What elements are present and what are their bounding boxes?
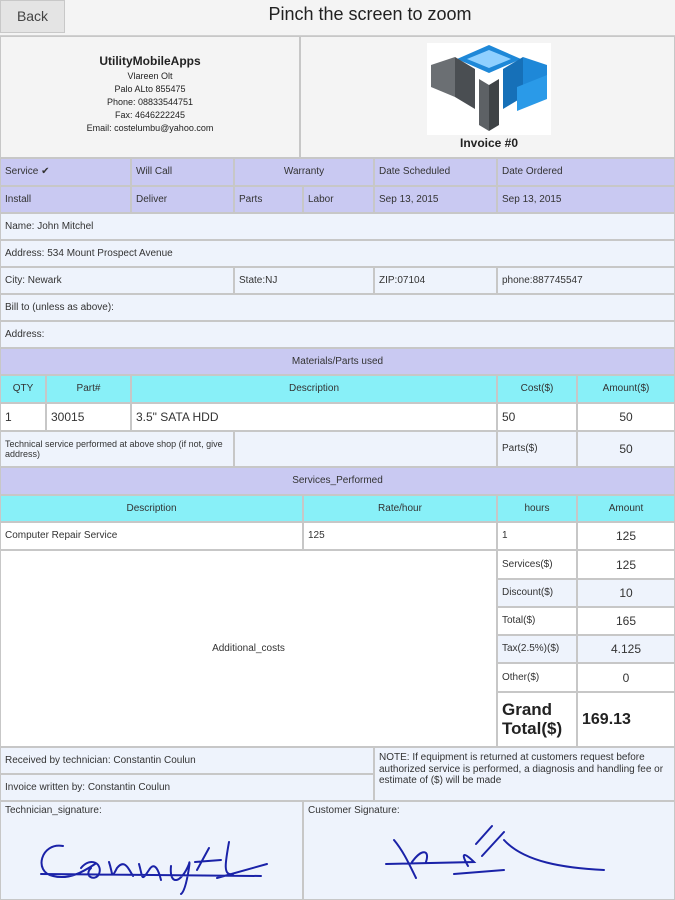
received-by-field[interactable]: Received by technician: Constantin Coulun	[0, 747, 374, 774]
tax-label: Tax(2.5%)($)	[497, 635, 577, 663]
service-checkbox[interactable]: Service ✔	[0, 158, 131, 186]
parts-total-label: Parts($)	[497, 431, 577, 467]
discount-value[interactable]: 10	[577, 579, 675, 607]
total-label: Total($)	[497, 607, 577, 635]
technician-signature-label: Technician_signature:	[5, 805, 102, 816]
date-ordered-value[interactable]: Sep 13, 2015	[497, 186, 675, 213]
service-description[interactable]: Computer Repair Service	[0, 522, 303, 550]
other-value[interactable]: 0	[577, 663, 675, 692]
company-city: Palo ALto 855475	[114, 84, 186, 94]
deliver-checkbox[interactable]: Deliver	[131, 186, 234, 213]
install-checkbox[interactable]: Install	[0, 186, 131, 213]
parts-checkbox[interactable]: Parts	[234, 186, 303, 213]
service-amount: 125	[577, 522, 675, 550]
customer-city-field[interactable]: City: Newark	[0, 267, 234, 294]
bill-address-field[interactable]: Address:	[0, 321, 675, 348]
tech-service-address-field[interactable]	[234, 431, 497, 467]
customer-signature-label: Customer Signature:	[308, 805, 400, 816]
tech-service-note: Technical service performed at above shop (if not, give address)	[0, 431, 234, 467]
customer-phone-field[interactable]: phone:887745547	[497, 267, 675, 294]
tax-value[interactable]: 4.125	[577, 635, 675, 663]
material-amount: 50	[577, 403, 675, 431]
grand-total-value: 169.13	[577, 692, 675, 747]
will-call-checkbox[interactable]: Will Call	[131, 158, 234, 186]
qty-header: QTY	[0, 375, 46, 403]
material-cost[interactable]: 50	[497, 403, 577, 431]
warranty-checkbox[interactable]: Warranty	[234, 158, 374, 186]
top-bar	[0, 0, 675, 36]
customer-state-field[interactable]: State:NJ	[234, 267, 374, 294]
back-button[interactable]: Back	[0, 0, 65, 33]
company-contact: Vlareen Olt	[127, 71, 173, 81]
technician-signature-image	[21, 824, 281, 896]
company-email: Email: costelumbu@yahoo.com	[86, 123, 214, 133]
service-amount-header: Amount	[577, 495, 675, 522]
total-value: 165	[577, 607, 675, 635]
bill-to-field[interactable]: Bill to (unless as above):	[0, 294, 675, 321]
date-scheduled-value[interactable]: Sep 13, 2015	[374, 186, 497, 213]
material-part[interactable]: 30015	[46, 403, 131, 431]
services-subtotal-label: Services($)	[497, 550, 577, 579]
service-rate[interactable]: 125	[303, 522, 497, 550]
cost-header: Cost($)	[497, 375, 577, 403]
service-hours[interactable]: 1	[497, 522, 577, 550]
company-info	[0, 36, 300, 158]
services-subtotal-value: 125	[577, 550, 675, 579]
hours-header: hours	[497, 495, 577, 522]
company-name: UtilityMobileApps	[99, 54, 201, 68]
customer-name-field[interactable]: Name: John Mitchel	[0, 213, 675, 240]
services-section-title: Services_Performed	[0, 467, 675, 495]
disclaimer-note: NOTE: If equipment is returned at customers request before authorized service is performed, a diagnosis and handling fee or estimate of ($) will be made	[374, 747, 675, 801]
discount-label: Discount($)	[497, 579, 577, 607]
customer-signature-box[interactable]	[303, 801, 675, 900]
company-logo	[427, 43, 551, 135]
rate-header: Rate/hour	[303, 495, 497, 522]
materials-section-title: Materials/Parts used	[0, 348, 675, 375]
parts-total-value: 50	[577, 431, 675, 467]
customer-address-field[interactable]: Address: 534 Mount Prospect Avenue	[0, 240, 675, 267]
grand-total-label: Grand Total($)	[497, 692, 577, 747]
customer-zip-field[interactable]: ZIP:07104	[374, 267, 497, 294]
invoice-number: Invoice #0	[459, 136, 519, 150]
date-scheduled-header: Date Scheduled	[374, 158, 497, 186]
logo-area	[300, 36, 675, 158]
page-title: Pinch the screen to zoom	[268, 4, 472, 24]
invoice-sheet	[0, 36, 675, 900]
company-phone: Phone: 08833544751	[106, 97, 194, 107]
other-label: Other($)	[497, 663, 577, 692]
material-qty[interactable]: 1	[0, 403, 46, 431]
part-header: Part#	[46, 375, 131, 403]
customer-signature-image	[364, 822, 644, 892]
written-by-field[interactable]: Invoice written by: Constantin Coulun	[0, 774, 374, 801]
company-fax: Fax: 4646222245	[114, 110, 186, 120]
service-description-header: Description	[0, 495, 303, 522]
technician-signature-box[interactable]	[0, 801, 303, 900]
date-ordered-header: Date Ordered	[497, 158, 675, 186]
additional-costs-field[interactable]: Additional_costs	[0, 550, 497, 747]
material-description[interactable]: 3.5" SATA HDD	[131, 403, 497, 431]
labor-checkbox[interactable]: Labor	[303, 186, 374, 213]
description-header: Description	[131, 375, 497, 403]
amount-header: Amount($)	[577, 375, 675, 403]
